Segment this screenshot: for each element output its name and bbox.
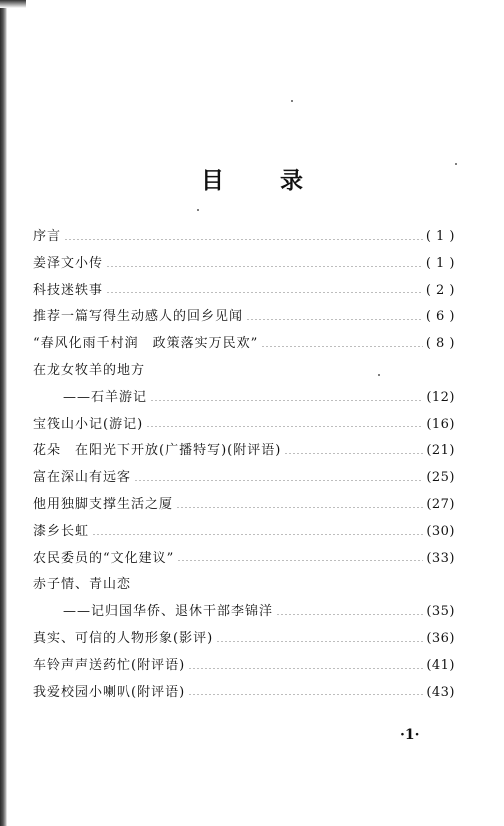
toc-page-number: ( 2 ) (425, 282, 455, 298)
toc-entry-title: 科技迷轶事 (33, 282, 104, 298)
toc-entry (33, 492, 455, 519)
dot-leader (284, 453, 423, 454)
toc-entry (33, 224, 455, 251)
dot-leader (106, 292, 423, 293)
toc-page-number: (21) (426, 443, 455, 459)
dot-leader (134, 480, 423, 481)
toc-entry-title: 富在深山有远客 (33, 470, 132, 486)
toc-entry-title: 他用独脚支撑生活之厦 (33, 496, 174, 512)
toc-page-number: ( 1 ) (425, 255, 455, 271)
toc-entry (33, 304, 455, 331)
toc-entry-title: ——记归国华侨、退休干部李锦洋 (63, 604, 274, 620)
dot-leader (188, 668, 423, 669)
toc-entry-title: 推荐一篇写得生动感人的回乡见闻 (33, 309, 244, 325)
dot-leader (146, 426, 423, 427)
toc-entry-title: “春风化雨千村润 政策落实万民欢” (33, 336, 259, 352)
toc-entry (33, 546, 455, 573)
dot-leader (246, 319, 423, 320)
dot-leader (261, 346, 423, 347)
toc-page-number: (12) (426, 389, 455, 405)
dot-leader (276, 614, 423, 615)
scan-speck (197, 209, 199, 211)
toc-entry-title: 姜泽文小传 (33, 255, 104, 271)
toc-page-number: ( 1 ) (425, 229, 455, 244)
toc-page-number: (16) (426, 416, 455, 432)
toc-entry (33, 278, 455, 305)
toc-entry (33, 251, 455, 278)
toc-page-number: ( 6 ) (425, 309, 455, 325)
dot-leader (64, 239, 423, 240)
toc-entry-subtitle (33, 385, 455, 412)
toc-entry (33, 331, 455, 358)
toc-entry-title: 在龙女牧羊的地方 (33, 362, 146, 378)
toc-entry (33, 680, 455, 707)
toc-entry-title: 真实、可信的人物形象(影评) (33, 630, 214, 646)
toc-page-number: (30) (426, 523, 455, 539)
scan-corner-shadow (0, 0, 26, 8)
dot-leader (216, 641, 423, 642)
toc-entry-title: 花朵 在阳光下开放(广播特写)(附评语) (33, 443, 282, 459)
toc-entry-title: 我爱校园小喇叭(附评语) (33, 684, 186, 700)
toc-page-number: (27) (426, 496, 455, 512)
scan-binding-edge (0, 0, 7, 826)
dot-leader (106, 266, 423, 267)
toc-entry-title: 宝筏山小记(游记) (33, 416, 144, 432)
toc-entry-title: 赤子情、青山恋 (33, 577, 132, 593)
toc-entry-title: 序言 (33, 229, 62, 244)
toc-entry-title: ——石羊游记 (63, 389, 148, 405)
toc-entry (33, 358, 455, 385)
toc-entry (33, 653, 455, 680)
dot-leader (150, 400, 423, 401)
toc-page-number: (43) (426, 684, 455, 700)
dot-leader (177, 560, 423, 561)
toc-page-number: ( 8 ) (425, 336, 455, 352)
toc-entry (33, 412, 455, 439)
toc-page-number: (25) (426, 470, 455, 486)
toc-entry (33, 572, 455, 599)
toc-entry-subtitle (33, 599, 455, 626)
table-of-contents (33, 224, 455, 706)
toc-entry (33, 519, 455, 546)
scan-speck (291, 100, 293, 102)
toc-page-number: (36) (426, 630, 455, 646)
toc-entry-title: 农民委员的“文化建议” (33, 550, 175, 566)
dot-leader (176, 507, 423, 508)
toc-entry-title: 车铃声声送药忙(附评语) (33, 657, 186, 673)
dot-leader (188, 694, 423, 695)
toc-page-number: (41) (426, 657, 455, 673)
toc-entry (33, 465, 455, 492)
toc-entry (33, 438, 455, 465)
toc-page-number: (35) (426, 604, 455, 620)
page-folio-number: ·1· (400, 727, 420, 743)
toc-page-number: (33) (426, 550, 455, 566)
toc-entry (33, 626, 455, 653)
dot-leader (92, 534, 423, 535)
toc-entry-title: 漆乡长虹 (33, 523, 90, 539)
page-title: 目 录 (200, 168, 327, 194)
